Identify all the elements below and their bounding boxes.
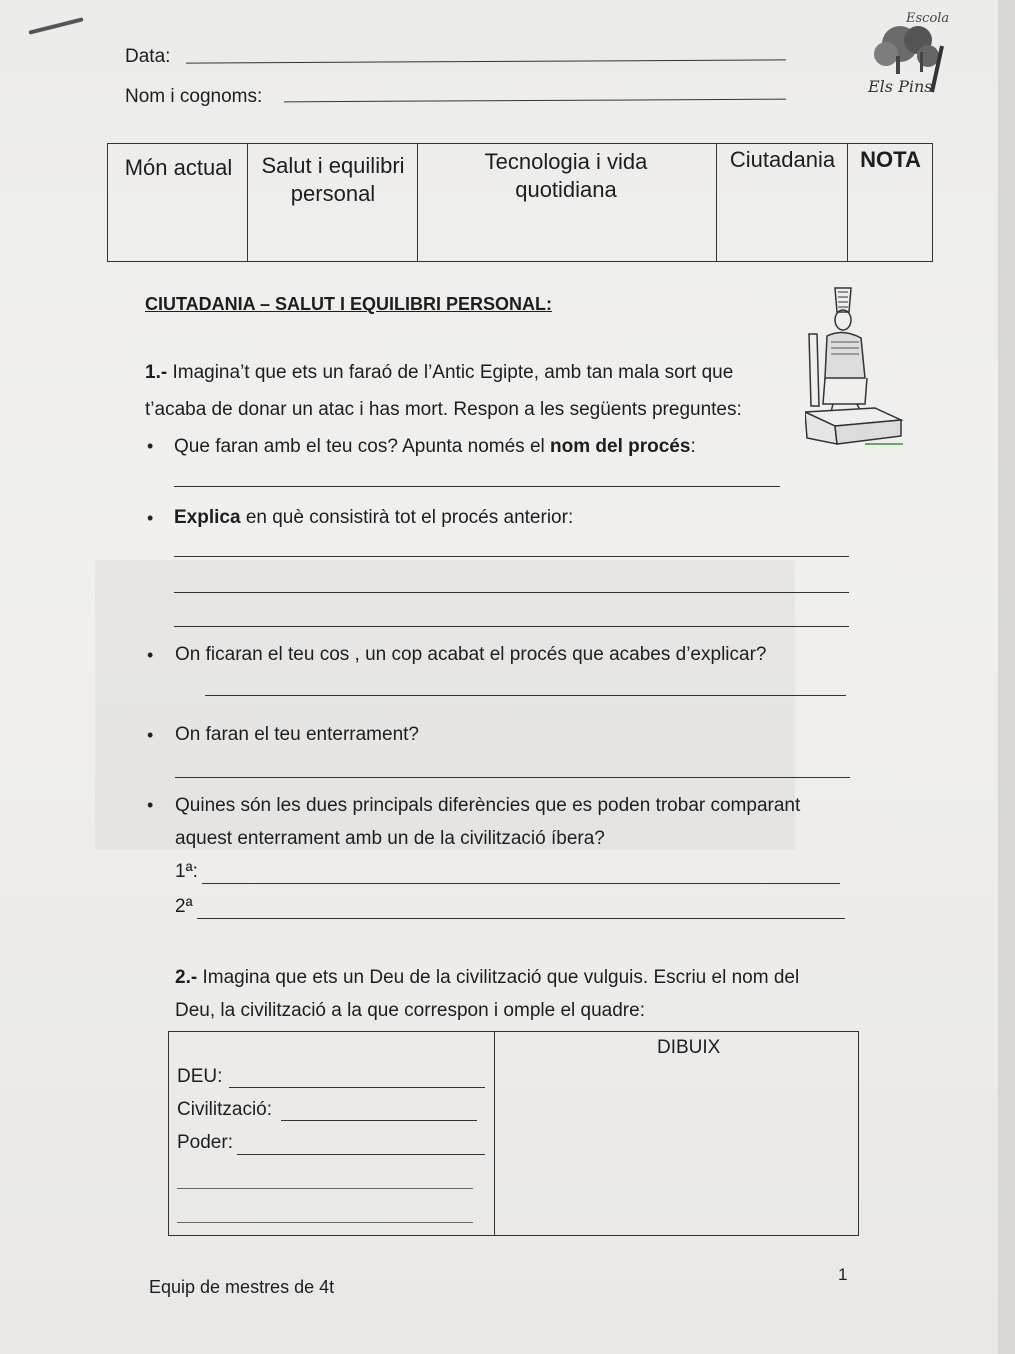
bullet-5: • xyxy=(147,795,154,815)
logo-text-pins: Els Pins xyxy=(868,77,933,96)
q1-bullet1-bold: nom del procés xyxy=(550,436,691,457)
q1-intro-line1 xyxy=(145,362,733,384)
q2-number: 2.- xyxy=(175,967,198,988)
q1-intro-line2: t’acaba de donar un atac i has mort. Respon a les següents preguntes: xyxy=(145,399,742,420)
table-header-nota: NOTA xyxy=(860,147,921,172)
q1-bullet5-line1: Quines són les dues principals diferències que es poden trobar comparant xyxy=(175,795,801,816)
q1-bullet4: On faran el teu enterrament? xyxy=(175,724,419,745)
q1-intro-text1: Imagina’t que ets un faraó de l’Antic Egipte, amb tan mala sort que xyxy=(172,362,734,383)
answer-line-burial[interactable] xyxy=(175,777,850,778)
table-divider xyxy=(716,144,717,261)
logo-text-escola: Escola xyxy=(906,11,950,26)
q1-bullet2 xyxy=(174,507,573,529)
bullet-4: • xyxy=(147,725,154,745)
answer-line-difference-1[interactable] xyxy=(202,883,840,884)
god-box xyxy=(168,1031,859,1236)
answer-line-explain-2[interactable] xyxy=(174,592,849,593)
q1-bullet2-text: en què consistirà tot el procés anterior: xyxy=(240,507,574,528)
q1-bullet1-colon: : xyxy=(690,436,696,457)
table-divider xyxy=(417,144,418,261)
bullet-2: • xyxy=(147,508,154,528)
drawing-area[interactable] xyxy=(496,1066,858,1235)
answer-line-explain-1[interactable] xyxy=(174,556,849,557)
table-header-ciutadania: Ciutadania xyxy=(729,147,836,172)
table-divider xyxy=(247,144,248,261)
q1-bullet1 xyxy=(174,436,696,458)
answer-line-body-location[interactable] xyxy=(205,695,846,696)
god-box-divider xyxy=(494,1032,495,1235)
table-header-salut: Salut i equilibri personal xyxy=(261,153,405,206)
q1-bullet1-text: Que faran amb el teu cos? Apunta només el xyxy=(174,436,551,457)
answer-line-explain-3[interactable] xyxy=(174,626,849,627)
q1-bullet2-bold: Explica xyxy=(174,507,241,528)
table-header-tecnologia: Tecnologia i vida quotidiana xyxy=(484,149,648,202)
table-divider xyxy=(847,144,848,261)
grade-table xyxy=(107,143,933,262)
poder-label: Poder: xyxy=(177,1132,233,1153)
table-header-mon-actual: Món actual xyxy=(124,155,233,180)
poder-field[interactable] xyxy=(237,1154,485,1155)
dibuix-label: DIBUIX xyxy=(657,1037,721,1058)
civilitzacio-label: Civilització: xyxy=(177,1099,273,1120)
second-difference-label: 2ª xyxy=(175,896,193,917)
civilitzacio-field[interactable] xyxy=(281,1120,477,1121)
pharaoh-illustration xyxy=(805,286,905,448)
q2-line1 xyxy=(175,967,799,989)
q1-bullet3: On ficaran el teu cos , un cop acabat el procés que acabes d’explicar? xyxy=(175,644,767,665)
date-label: Data: xyxy=(125,46,171,67)
school-logo xyxy=(866,6,954,101)
page-number: 1 xyxy=(838,1265,848,1284)
q2-line2: Deu, la civilització a la que correspon i omple el quadre: xyxy=(175,1000,645,1021)
deu-field[interactable] xyxy=(229,1087,485,1088)
poder-extra-line-1[interactable] xyxy=(177,1188,473,1189)
first-difference-label: 1ª: xyxy=(175,861,198,882)
q1-number: 1.- xyxy=(145,362,168,383)
bullet-3: • xyxy=(147,645,154,665)
q1-bullet5-line2: aquest enterrament amb un de la civilització íbera? xyxy=(175,828,605,849)
bullet-1: • xyxy=(147,436,154,456)
poder-extra-line-2[interactable] xyxy=(177,1222,473,1223)
answer-line-difference-2[interactable] xyxy=(197,918,845,919)
q2-text1: Imagina que ets un Deu de la civilització que vulguis. Escriu el nom del xyxy=(202,967,800,988)
answer-line-process[interactable] xyxy=(174,486,780,487)
section-title: CIUTADANIA – SALUT I EQUILIBRI PERSONAL: xyxy=(145,294,553,314)
deu-label: DEU: xyxy=(177,1066,223,1087)
name-label: Nom i cognoms: xyxy=(125,86,263,107)
footer-team: Equip de mestres de 4t xyxy=(149,1277,335,1297)
